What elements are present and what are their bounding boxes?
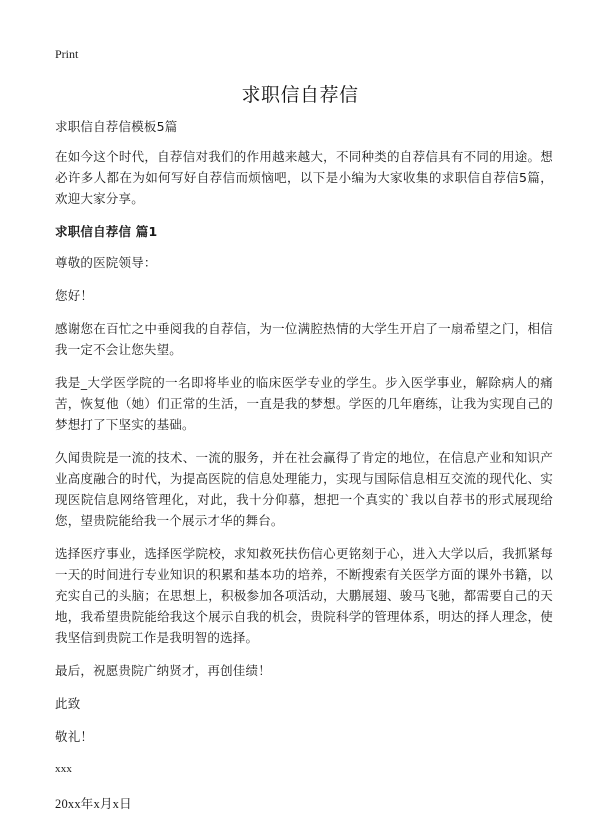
page-title: 求职信自荐信 bbox=[241, 84, 359, 106]
letter-date: 20xx年x月x日 bbox=[55, 797, 132, 811]
salutation: 尊敬的医院领导： bbox=[55, 255, 157, 270]
print-link[interactable]: Print bbox=[55, 47, 79, 61]
greeting: 您好！ bbox=[55, 288, 94, 303]
body-paragraph: 最后，祝愿贵院广纳贤才，再创佳绩！ bbox=[55, 663, 271, 678]
signature: xxx bbox=[55, 763, 73, 775]
document-body bbox=[55, 116, 553, 827]
body-paragraph: 选择医疗事业，选择医学院校，求知救死扶伤信心更铭刻于心，进入大学以后，我抓紧每一天的时间进行专业知识的积累和基本功的培养，不断搜索有关医学方面的课外书籍，以充实自己的头脑；在思想上，积极参加各项活动，大鹏展翅、骏马飞驰，都需要自己的天地，我希望贵院能给我这个展示自我的机会，贵院科学的管理体系，明达的择人理念，使我坚信到贵院工作是我明智的选择。 bbox=[55, 546, 553, 645]
intro-paragraph: 在如今这个时代，自荐信对我们的作用越来越大，不同种类的自荐信具有不同的用途。想必许多人都在为如何写好自荐信而烦恼吧，以下是小编为大家收集的求职信自荐信5篇，欢迎大家分享。 bbox=[55, 149, 553, 206]
body-paragraph: 感谢您在百忙之中垂阅我的自荐信，为一位满腔热情的大学生开启了一扇希望之门，相信我一定不会让您失望。 bbox=[55, 321, 553, 357]
section-heading: 求职信自荐信 篇1 bbox=[55, 224, 158, 239]
body-paragraph: 久闻贵院是一流的技术、一流的服务，并在社会赢得了肯定的地位，在信息产业和知识产业高度融合的时代，为提高医院的信息处理能力，实现与国际信息相互交流的现代化、实现医院信息网络管理化，对此，我十分仰慕，想把一个真实的`我以自荐书的形式展现给您，望贵院能给我一个展示才华的舞台。 bbox=[55, 450, 553, 528]
document-subtitle: 求职信自荐信模板5篇 bbox=[55, 119, 178, 134]
body-paragraph: 我是_大学医学院的一名即将毕业的临床医学专业的学生。步入医学事业，解除病人的痛苦，恢复他（她）们正常的生活，一直是我的梦想。学医的几年磨练，让我为实现自己的梦想打了下坚实的基础。 bbox=[55, 375, 553, 432]
closing-line: 此致 bbox=[55, 696, 81, 711]
closing-regards: 敬礼！ bbox=[55, 729, 94, 744]
